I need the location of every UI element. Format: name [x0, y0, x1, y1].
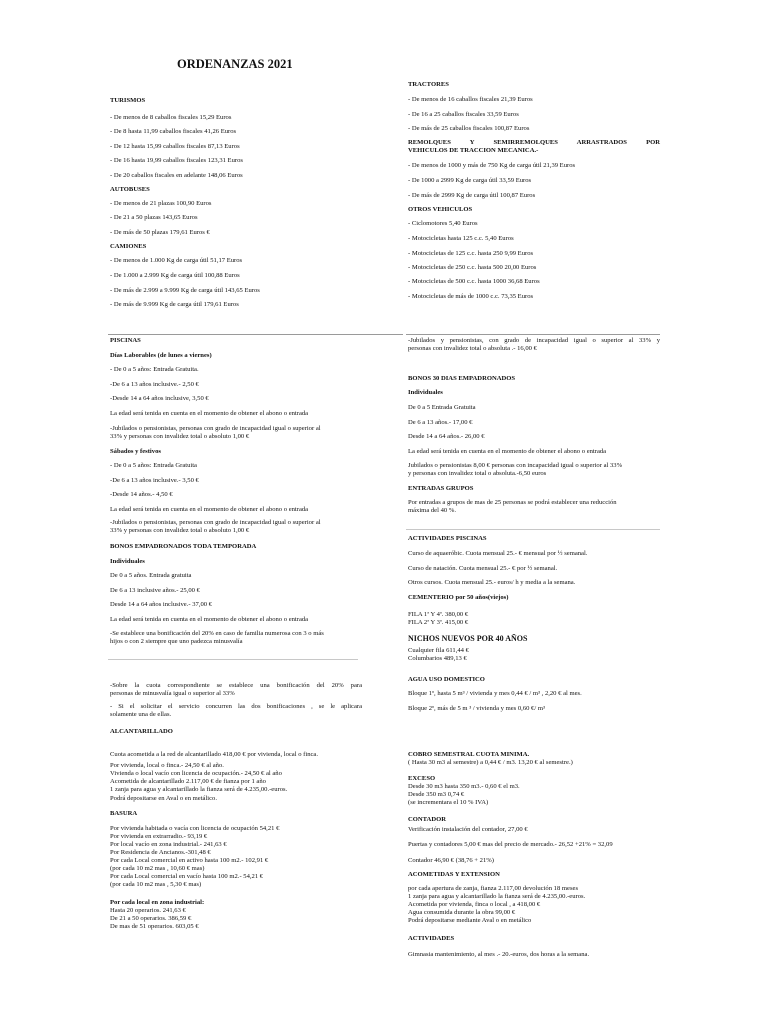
page-title: ORDENANZAS 2021	[177, 57, 293, 71]
right-top-heading: REMOLQUES Y SEMIRREMOLQUES ARRASTRADOS POR	[408, 139, 660, 146]
right-top-line: - De menos de 16 caballos fiscales 21,39 Euros	[408, 96, 533, 103]
right-mid-heading: ACTIVIDADES PISCINAS	[408, 535, 487, 542]
left-low-line: - Si el solicitar el servicio concurren las dos bonificaciones , se le aplicara	[110, 703, 362, 710]
right-mid-line: Otros cursos. Cuota mensual 25.- euros/ h y media a la semana.	[408, 579, 576, 586]
left-mid-line: Desde 14 a 64 años inclusive.- 37,00 €	[110, 601, 213, 608]
left-top-line: - De 12 hasta 15,99 caballos fiscales 87,13 Euros	[110, 143, 240, 150]
divider-right-mid	[406, 529, 660, 530]
right-top-line: - Motocicletas de más de 1000 c.c. 73,35 Euros	[408, 293, 534, 300]
left-top-heading: AUTOBUSES	[110, 186, 150, 193]
left-low-line: Por Residencia de Ancianos.-301,48 €	[110, 849, 211, 856]
right-low-heading: ACOMETIDAS Y EXTENSION	[408, 871, 500, 878]
right-low-line: (se incrementara el 10 % IVA)	[408, 799, 489, 806]
left-low-line: Cuota acometida a la red de alcantarillado 418,00 € por vivienda, local o finca.	[110, 751, 318, 758]
left-mid-line: -De 6 a 13 años inclusive.- 2,50 €	[110, 381, 199, 388]
right-top-line: - Motocicletas hasta 125 c.c. 5,40 Euros	[408, 235, 514, 242]
right-low-heading: EXCESO	[408, 775, 436, 782]
right-mid-line: -Jubilados y pensionistas, con grado de incapacidad igual o superior al 33% y	[408, 337, 660, 344]
left-mid-heading: BONOS EMPADRONADOS TODA TEMPORADA	[110, 543, 257, 550]
right-mid-line: Desde 14 a 64 años.- 26,00 €	[408, 433, 485, 440]
left-top-line: - De más de 2.999 a 9.999 Kg de carga útil 143,65 Euros	[110, 287, 260, 294]
left-top-heading: CAMIONES	[110, 243, 147, 250]
right-low-line: Verificación instalación del contador, 27,00 €	[408, 826, 528, 833]
right-top-heading: TRACTORES	[408, 81, 449, 88]
left-mid-line: 33% y personas con invalidez total o absoluto 1,00 €	[110, 527, 250, 534]
left-low-line: Hasta 20 operarios. 241,63 €	[110, 907, 186, 914]
right-low-heading: AGUA USO DOMESTICO	[408, 676, 485, 683]
divider-top-left	[108, 334, 403, 335]
left-mid-line: hijos o con 2 siempre que uno padezca minusvalía	[110, 638, 243, 645]
right-top-heading: OTROS VEHICULOS	[408, 206, 473, 213]
left-mid-heading: Individuales	[110, 558, 145, 565]
right-low-line: Desde 350 m3 0,74 €	[408, 791, 465, 798]
right-mid-heading: CEMENTERIO por 50 años(viejos)	[408, 594, 509, 601]
left-top-line: - De 20 caballos fiscales en adelante 148,06 Euros	[110, 172, 243, 179]
left-low-line: Por cada Local comercial en activo hasta 100 m2.- 102,91 €	[110, 857, 269, 864]
right-low-line: Podrá depositarse mediante Aval o en metálico	[408, 917, 532, 924]
left-top-line: - De 16 hasta 19,99 caballos fiscales 123,31 Euros	[110, 157, 243, 164]
right-mid-line: FILA 2ª Y 3ª. 415,00 €	[408, 619, 469, 626]
left-top-line: - De menos de 1.000 Kg de carga útil 51,17 Euros	[110, 257, 243, 264]
left-low-line: (por cada 10 m2 mas , 10,60 € mas)	[110, 865, 205, 872]
divider-top-right	[406, 334, 660, 335]
right-low-heading: COBRO SEMESTRAL CUOTA MINIMA.	[408, 751, 530, 758]
right-low-heading: CONTADOR	[408, 816, 446, 823]
right-top-heading: VEHICULOS DE TRACCION MECANICA.-	[408, 147, 539, 154]
left-low-line: Vivienda o local vacío con licencia de ocupación.- 24,50 € al año	[110, 770, 282, 777]
left-low-line: solamente una de ellas.	[110, 711, 172, 718]
right-low-line: ( Hasta 30 m3 al semestre) a 0,44 € / m3. 13,20 € al semestre.)	[408, 759, 573, 766]
right-low-line: Bloque 1º, hasta 5 m³ / vivienda y mes 0,44 € / m³ , 2,20 € al mes.	[408, 690, 582, 697]
right-mid-line: Curso de natación. Cuota mensual 25.- € por ½ semanal.	[408, 565, 558, 572]
left-top-line: - De más de 9.999 Kg de carga útil 179,61 Euros	[110, 301, 239, 308]
left-top-line: - De menos de 8 caballos fiscales 15,29 Euros	[110, 114, 232, 121]
right-mid-heading: Individuales	[408, 389, 443, 396]
left-low-line: -Sobre la cuota correspondiente se establece una bonificación del 20% para	[110, 682, 362, 689]
left-mid-heading: PISCINAS	[110, 337, 141, 344]
left-mid-line: -De 6 a 13 años inclusive.- 3,50 €	[110, 477, 199, 484]
left-mid-line: - De 0 a 5 años: Entrada Gratuita	[110, 462, 197, 469]
left-mid-line: -Desde 14 a 64 años inclusive, 3,50 €	[110, 395, 209, 402]
left-mid-line: La edad será tenida en cuenta en el momento de obtener el abono o entrada	[110, 410, 309, 417]
right-mid-line: Por entradas a grupos de mas de 25 personas se podrá establecer una reducción	[408, 499, 617, 506]
right-top-line: - Motocicletas de 500 c.c. hasta 1000 36,68 Euros	[408, 278, 540, 285]
right-mid-line: De 0 a 5 Entrada Gratuita	[408, 404, 476, 411]
left-top-line: - De 1.000 a 2.999 Kg de carga útil 100,88 Euros	[110, 272, 240, 279]
right-mid-line: FILA 1ª Y 4ª. 380,00 €	[408, 611, 469, 618]
left-low-line: Por cada Local comercial en vacío hasta 100 m2.- 54,21 €	[110, 873, 264, 880]
right-top-line: - De menos de 1000 y más de 750 Kg de carga útil 21,39 Euros	[408, 162, 576, 169]
right-low-line: por cada apertura de zanja, fianza 2.117,00 devolución 18 meses	[408, 885, 579, 892]
right-mid-heading: BONOS 30 DIAS EMPADRONADOS	[408, 375, 516, 382]
right-mid-line: Columbarios 489,13 €	[408, 655, 467, 662]
left-mid-line: -Jubilados o pensionistas, personas con grado de incapacidad igual o superior al	[110, 519, 321, 526]
right-mid-line: personas con invalidez total o absoluta .- 16,00 €	[408, 345, 537, 352]
left-low-line: De mas de 51 operarios. 603,05 €	[110, 923, 199, 930]
left-low-heading: ALCANTARILLADO	[110, 728, 173, 735]
left-low-heading: Por cada local en zona industrial:	[110, 899, 205, 906]
left-top-line: - De menos de 21 plazas 100,90 Euros	[110, 200, 212, 207]
left-low-line: Por vivienda habitada o vacía con licencia de ocupación 54,21 €	[110, 825, 280, 832]
right-mid-line: Curso de aquaeróbic. Cuota mensual 25.- € mensual por ½ semanal.	[408, 550, 588, 557]
left-low-heading: BASURA	[110, 810, 138, 817]
left-low-line: Por vivienda en extrarradio.- 93,19 €	[110, 833, 208, 840]
left-low-line: personas de minusvalía igual o superior al 33%	[110, 690, 235, 697]
right-top-line: - De 1000 a 2999 Kg de carga útil 33,59 Euros	[408, 177, 532, 184]
right-mid-line: Cualquier fila 611,44 €	[408, 647, 469, 654]
right-low-line: Gimnasia mantenimiento, al mes .- 20.-euros, dos horas a la semana.	[408, 951, 590, 958]
left-low-line: De 21 a 50 operarios. 386,59 €	[110, 915, 192, 922]
left-low-line: Por vivienda, local o finca.- 24,50 € al año.	[110, 762, 224, 769]
right-mid-line: y personas con invalidez total o absoluta.-6,50 euros	[408, 470, 547, 477]
left-top-line: - De 8 hasta 11,99 caballos fiscales 41,26 Euros	[110, 128, 237, 135]
divider-left-mid	[108, 659, 358, 660]
left-low-line: Acometida de alcantarillado 2.117,00 € de fianza por 1 año	[110, 778, 266, 785]
left-mid-line: -Se establece una bonificación del 20% en caso de familia numerosa con 3 o más	[110, 630, 324, 637]
right-top-line: - Motocicletas de 125 c.c. hasta 250 9,99 Euros	[408, 250, 534, 257]
right-top-line: - Motocicletas de 250 c.c. hasta 500 20,00 Euros	[408, 264, 537, 271]
right-top-line: - Ciclomotores 5,40 Euros	[408, 220, 478, 227]
right-mid-line: La edad será tenida en cuenta en el momento de obtener el abono o entrada	[408, 448, 607, 455]
left-top-line: - De 21 a 50 plazas 143,65 Euros	[110, 214, 198, 221]
left-low-line: Podrá depositarse en Aval o en metálico.	[110, 795, 217, 802]
right-top-line: - De más de 2999 Kg de carga útil 100,87 Euros	[408, 192, 536, 199]
right-low-heading: ACTIVIDADES	[408, 935, 455, 942]
left-mid-line: La edad será tenida en cuenta en el momento de obtener el abono o entrada	[110, 506, 309, 513]
left-mid-line: De 0 a 5 años. Entrada gratuita	[110, 572, 192, 579]
right-mid-line: De 6 a 13 años.- 17,00 €	[408, 419, 473, 426]
right-top-line: - De 16 a 25 caballos fiscales 33,59 Euros	[408, 111, 519, 118]
left-mid-line: -Jubilados o pensionistas, personas con grado de incapacidad igual o superior al	[110, 425, 321, 432]
right-mid-heading: ENTRADAS GRUPOS	[408, 485, 474, 492]
right-low-line: Bloque 2º, más de 5 m ³ / vivienda y mes 0,60 €/ m³	[408, 705, 545, 712]
right-mid-heading: NICHOS NUEVOS POR 40 AÑOS	[408, 634, 528, 643]
right-mid-line: Jubilados o pensionistas 8,00 € personas con incapacidad igual o superior al 33%	[408, 462, 623, 469]
left-mid-heading: Sábados y festivos	[110, 448, 161, 455]
right-top-line: - De más de 25 caballos fiscales 100,87 Euros	[408, 125, 530, 132]
left-mid-line: - De 0 a 5 años: Entrada Gratuita.	[110, 366, 199, 373]
left-low-line: (por cada 10 m2 mas , 5,30 € mas)	[110, 881, 202, 888]
right-low-line: Agua consumida durante la obra 99,00 €	[408, 909, 516, 916]
left-mid-line: 33% y personas con invalidez total o absoluto 1,00 €	[110, 433, 250, 440]
right-low-line: Puertas y contadores 5,00 € mas del precio de mercado.- 26,52 +21% = 32,09	[408, 841, 613, 848]
left-top-heading: TURISMOS	[110, 97, 146, 104]
left-mid-heading: Días Laborables (de lunes a viernes)	[110, 352, 212, 359]
left-mid-line: De 6 a 13 inclusive años.- 25,00 €	[110, 587, 200, 594]
left-low-line: Por local vacío en zona industrial.- 241,63 €	[110, 841, 227, 848]
left-top-line: - De más de 50 plazas 179,61 Euros €	[110, 229, 210, 236]
left-low-line: 1 zanja para agua y alcantarillado la fianza será de 4.235,00.-euros.	[110, 786, 288, 793]
right-low-line: Contador 46,90 € (38,76 + 21%)	[408, 857, 494, 864]
right-low-line: Desde 30 m3 hasta 350 m3.- 0,60 € el m3.	[408, 783, 520, 790]
left-mid-line: La edad será tenida en cuenta en el momento de obtener el abono o entrada	[110, 616, 309, 623]
right-low-line: 1 zanja para agua y alcantarillado la fianza será de 4.235,00.-euros.	[408, 893, 586, 900]
left-mid-line: -Desde 14 años.- 4,50 €	[110, 491, 173, 498]
right-low-line: Acometida por vivienda, finca o local , a 418,00 €	[408, 901, 541, 908]
right-mid-line: máxima del 40 %.	[408, 507, 456, 514]
